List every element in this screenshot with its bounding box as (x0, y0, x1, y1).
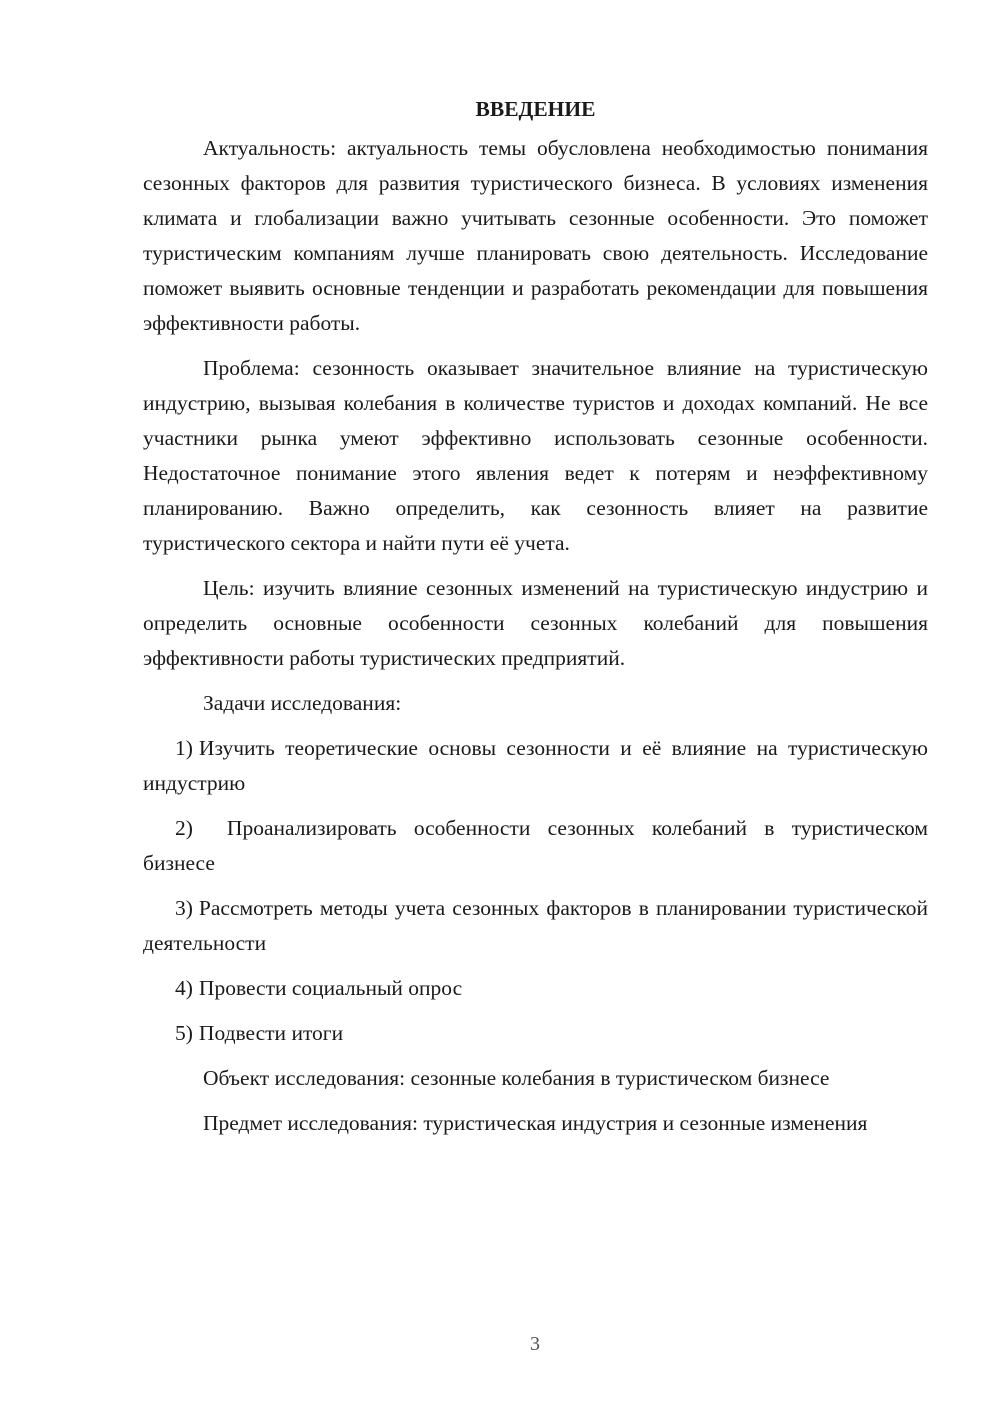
object-paragraph: Объект исследования: сезонные колебания в туристическом бизнесе (203, 1066, 830, 1090)
task-item-5 (143, 1016, 928, 1051)
task-item-4 (143, 971, 928, 1006)
document-page (143, 92, 928, 1151)
problem-paragraph: Проблема: сезонность оказывает значительное влияние на туристическую индустрию, вызывая колебания в количестве туристов и доходах компаний. Не все участники рынка умеют эффективно использовать сезонные особенности. Недостаточное понимание этого явления ведет к потерям и неэффективному планированию. Важно определить, как сезонность влияет на развитие туристического сектора и найти пути её учета. (143, 356, 928, 555)
task-text: Изучить теоретические основы сезонности и её влияние на туристическую индустрию (143, 736, 928, 795)
goal-paragraph: Цель: изучить влияние сезонных изменений на туристическую индустрию и определить основные особенности сезонных колебаний для повышения эффективности работы туристических предприятий. (143, 576, 928, 670)
task-text: Проанализировать особенности сезонных колебаний в туристическом бизнесе (143, 816, 928, 875)
task-item-1 (143, 731, 928, 801)
task-number: 2) (175, 816, 193, 840)
page-number: 3 (530, 1333, 540, 1355)
task-number: 1) (175, 736, 193, 760)
section-heading: ВВЕДЕНИЕ (475, 97, 596, 121)
task-text: Провести социальный опрос (198, 976, 463, 1000)
relevance-paragraph: Актуальность: актуальность темы обусловлена необходимостью понимания сезонных факторов для развития туристического бизнеса. В условиях изменения климата и глобализации важно учитывать сезонные особенности. Это поможет туристическим компаниям лучше планировать свою деятельность. Исследование поможет выявить основные тенденции и разработать рекомендации для повышения эффективности работы. (143, 136, 928, 335)
subject-paragraph: Предмет исследования: туристическая индустрия и сезонные изменения (203, 1111, 868, 1135)
task-number: 3) (175, 896, 193, 920)
task-number: 5) (175, 1021, 193, 1045)
task-item-3 (143, 891, 928, 961)
task-text: Рассмотреть методы учета сезонных факторов в планировании туристической деятельности (143, 896, 928, 955)
tasks-title: Задачи исследования: (203, 691, 402, 715)
task-text: Подвести итоги (198, 1021, 344, 1045)
task-number: 4) (175, 976, 193, 1000)
task-item-2 (143, 811, 928, 881)
